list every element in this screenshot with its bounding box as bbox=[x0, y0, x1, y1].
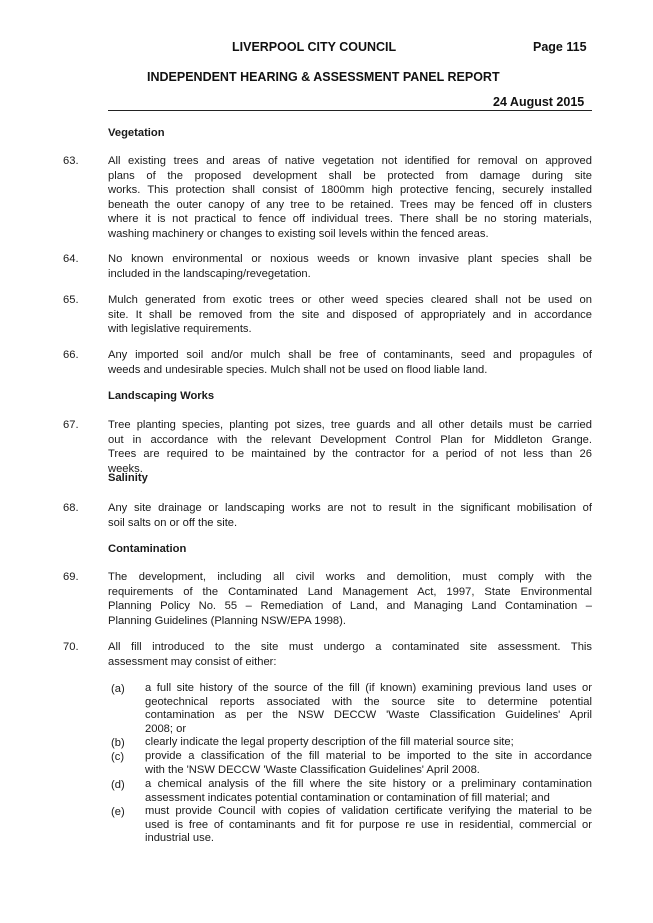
condition-number: 70. bbox=[63, 641, 79, 653]
condition-number: 63. bbox=[63, 155, 79, 167]
text-line: clearly indicate the legal property description of the fill material source site; bbox=[145, 736, 514, 748]
text-line: The development, including all civil works and demolition, must comply with the bbox=[108, 571, 592, 583]
text-line: works. This protection shall consist of 1800mm high protective fencing, securely installed bbox=[108, 184, 592, 197]
section-heading-landscaping: Landscaping Works bbox=[108, 390, 215, 402]
text-line: Mulch generated from exotic trees or other weed species cleared shall not be used on bbox=[108, 294, 592, 306]
text-line: requirements of the Contaminated Land Management Act, 1997, State Environmental bbox=[108, 585, 592, 598]
condition-number: 65. bbox=[63, 294, 79, 306]
text-line: weeds and undesirable species. Mulch shall not be used on flood liable land. bbox=[108, 363, 488, 376]
header-rule bbox=[108, 110, 592, 111]
text-line: geotechnical reports associated with the source site to determine potential bbox=[145, 695, 592, 708]
section-heading-contamination: Contamination bbox=[108, 543, 187, 555]
text-line: out in accordance with the relevant Development Control Plan for Middleton Grange. bbox=[108, 433, 592, 446]
condition-63-text bbox=[108, 154, 592, 242]
sub-item-label: (d) bbox=[111, 779, 125, 791]
text-line: Planning Guidelines (Planning NSW/EPA 1998). bbox=[108, 614, 346, 627]
text-line: a full site history of the source of the fill (if known) examining previous land uses or bbox=[145, 682, 592, 694]
text-line: All fill introduced to the site must undergo a contaminated site assessment. This bbox=[108, 641, 592, 653]
sub-item-b-text bbox=[145, 736, 592, 750]
text-line: where it is not practical to fence off individual trees. There shall be no storing materials, bbox=[108, 213, 592, 226]
text-line: assessment indicates potential contamination or contamination of fill material; and bbox=[145, 791, 550, 804]
text-line: No known environmental or noxious weeds or known invasive plant species shall be bbox=[108, 253, 592, 265]
report-date: 24 August 2015 bbox=[493, 95, 585, 109]
condition-70-text bbox=[108, 640, 592, 669]
council-name: LIVERPOOL CITY COUNCIL bbox=[232, 40, 397, 54]
text-line: beneath the outer canopy of any tree to be retained. Trees may be fenced off in clusters bbox=[108, 198, 592, 211]
text-line: site. It shall be removed from the site and disposed of appropriately and in accordance bbox=[108, 308, 592, 321]
text-line: weeks. bbox=[108, 462, 143, 475]
sub-item-label: (c) bbox=[111, 751, 125, 763]
condition-number: 66. bbox=[63, 349, 79, 361]
text-line: 2008; or bbox=[145, 722, 187, 735]
text-line: Any imported soil and/or mulch shall be free of contaminants, seed and propagules of bbox=[108, 349, 592, 361]
text-line: industrial use. bbox=[145, 832, 215, 845]
condition-69-text bbox=[108, 570, 592, 628]
text-line: Trees are required to be maintained by the contractor for a period of not less than 26 bbox=[108, 448, 592, 461]
text-line: All existing trees and areas of native vegetation not identified for removal on approved bbox=[108, 155, 592, 167]
section-heading-vegetation: Vegetation bbox=[108, 127, 165, 139]
text-line: must provide Council with copies of validation certificate verifying the material to be bbox=[145, 805, 592, 817]
section-heading-salinity: Salinity bbox=[108, 472, 148, 484]
text-line: assessment may consist of either: bbox=[108, 655, 277, 668]
text-line: contamination as per the NSW DECCW 'Waste Classification Guidelines' April bbox=[145, 709, 592, 722]
page-number: Page 115 bbox=[533, 40, 587, 54]
condition-number: 68. bbox=[63, 502, 79, 514]
text-line: with the 'NSW DECCW 'Waste Classification Guidelines' April 2008. bbox=[145, 763, 480, 776]
text-line: with legislative requirements. bbox=[108, 323, 252, 336]
condition-68-text bbox=[108, 501, 592, 530]
sub-item-label: (a) bbox=[111, 683, 125, 695]
condition-number: 69. bbox=[63, 571, 79, 583]
text-line: soil salts on or off the site. bbox=[108, 516, 238, 529]
condition-66-text bbox=[108, 348, 592, 377]
sub-item-a-text bbox=[145, 682, 592, 736]
sub-item-c-text bbox=[145, 750, 592, 777]
text-line: used is free of contaminants and fit for purpose re use in residential, commercial or bbox=[145, 818, 592, 831]
text-line: Planning Policy No. 55 – Remediation of Land, and Managing Land Contamination – bbox=[108, 600, 592, 613]
text-line: provide a classification of the fill material to be imported to the site in accordance bbox=[145, 750, 592, 762]
report-title: INDEPENDENT HEARING & ASSESSMENT PANEL REPORT bbox=[147, 70, 500, 84]
text-line: Any site drainage or landscaping works are not to result in the significant mobilisation of bbox=[108, 502, 592, 514]
sub-item-d-text bbox=[145, 778, 592, 805]
text-line: included in the landscaping/revegetation. bbox=[108, 267, 311, 280]
condition-65-text bbox=[108, 293, 592, 337]
text-line: washing machinery or changes to existing soil levels within the fenced areas. bbox=[108, 227, 489, 240]
condition-number: 64. bbox=[63, 253, 79, 265]
condition-number: 67. bbox=[63, 419, 79, 431]
text-line: Tree planting species, planting pot sizes, tree guards and all other details must be carried bbox=[108, 419, 592, 431]
sub-item-label: (b) bbox=[111, 737, 125, 749]
condition-64-text bbox=[108, 252, 592, 281]
sub-item-e-text bbox=[145, 805, 592, 846]
text-line: plans of the proposed development shall be protected from damage during site bbox=[108, 169, 592, 182]
text-line: a chemical analysis of the fill where the site history or a preliminary contamination bbox=[145, 778, 592, 790]
condition-67-text bbox=[108, 418, 592, 476]
sub-item-label: (e) bbox=[111, 806, 125, 818]
